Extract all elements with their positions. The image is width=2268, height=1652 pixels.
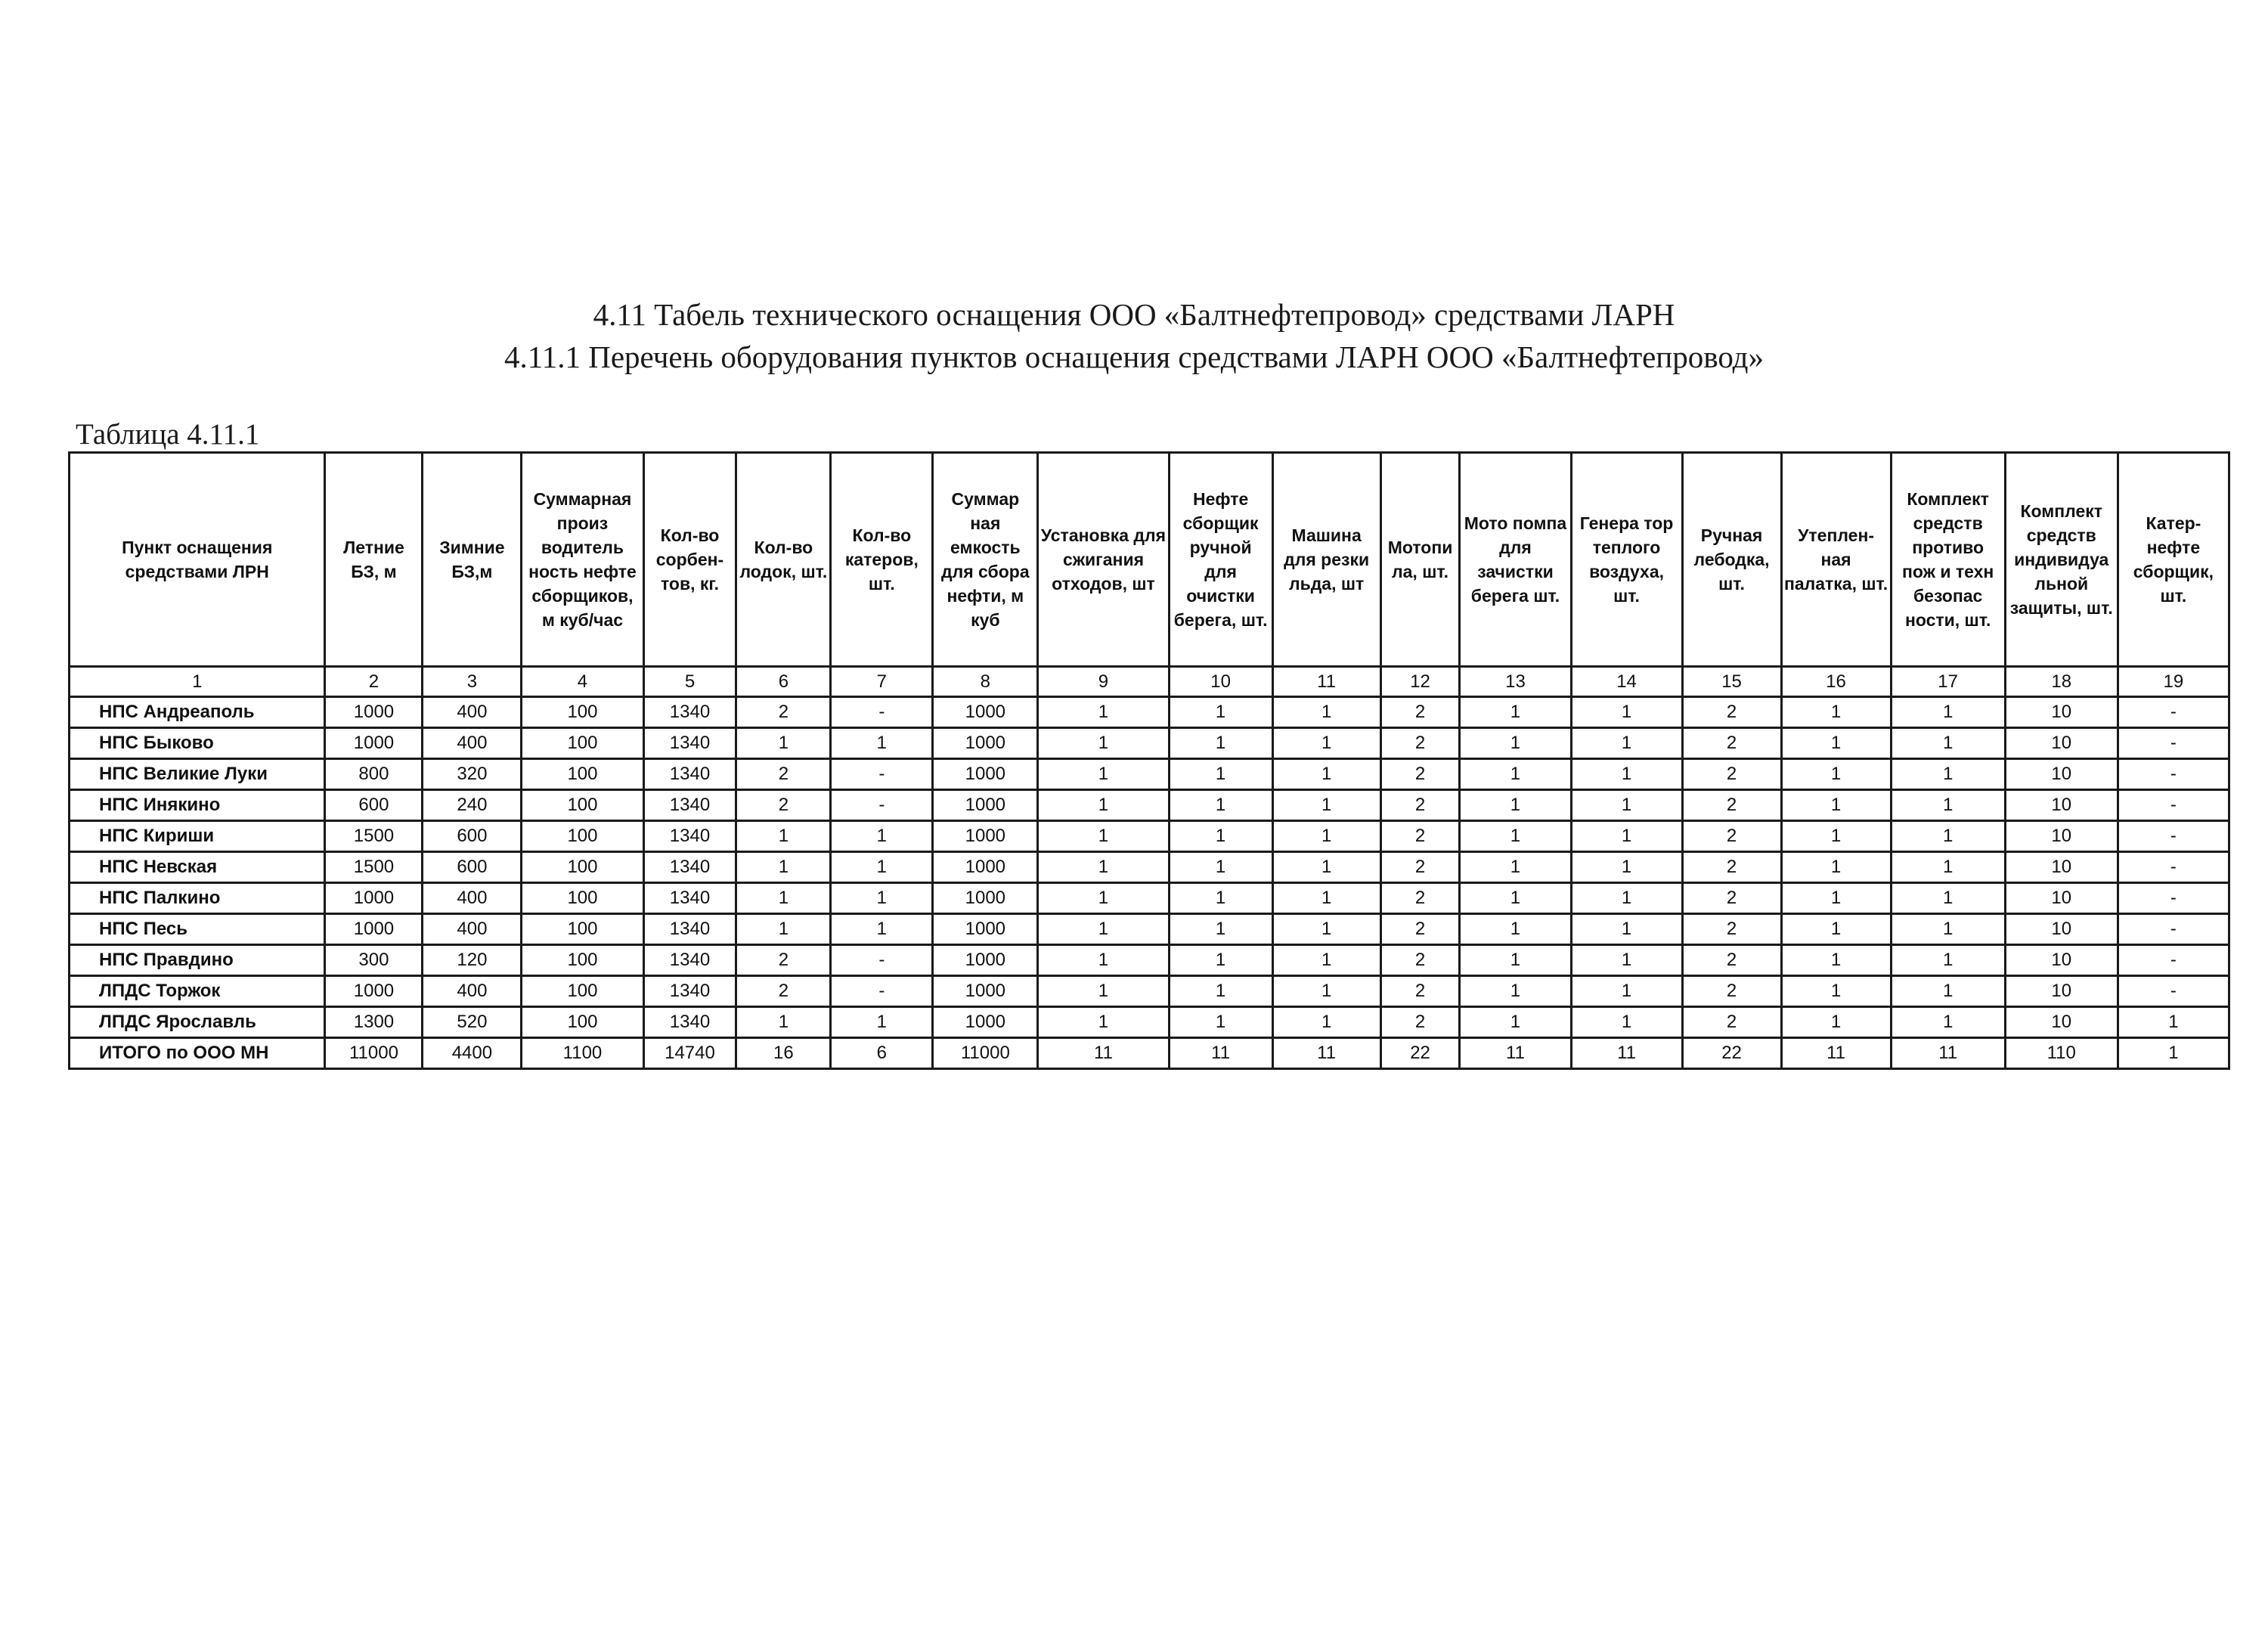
table-cell: 2 xyxy=(1682,1007,1781,1038)
table-cell: 1 xyxy=(1781,945,1891,976)
column-header-7: Кол-во катеров, шт. xyxy=(831,453,933,667)
table-cell: 1 xyxy=(1891,821,2005,852)
table-cell: 1 xyxy=(1891,1007,2005,1038)
equipment-table xyxy=(68,451,2230,1070)
table-cell: 1000 xyxy=(325,914,423,945)
table-cell: 1 xyxy=(1571,821,1682,852)
column-header-17: Комплект средств противо пож и техн безопас ности, шт. xyxy=(1891,453,2005,667)
station-name-cell: ЛПДС Ярославль xyxy=(70,1007,325,1038)
station-name-cell: ЛПДС Торжок xyxy=(70,976,325,1007)
table-cell: 1 xyxy=(1460,697,1571,728)
table-cell: 1 xyxy=(1169,728,1272,759)
table-cell: 1000 xyxy=(325,883,423,914)
table-cell: 2 xyxy=(1682,945,1781,976)
table-cell: 1 xyxy=(1891,883,2005,914)
column-number-row xyxy=(70,667,2229,697)
table-cell: 1340 xyxy=(643,976,736,1007)
table-cell: 100 xyxy=(522,976,643,1007)
table-cell: 1 xyxy=(831,883,933,914)
column-number: 9 xyxy=(1038,667,1169,697)
table-cell: 1 xyxy=(1272,883,1380,914)
table-row xyxy=(70,914,2229,945)
table-cell: 16 xyxy=(736,1038,831,1069)
table-cell: - xyxy=(2118,914,2229,945)
column-header-5: Кол-во сорбен-тов, кг. xyxy=(643,453,736,667)
column-number: 16 xyxy=(1781,667,1891,697)
column-header-6: Кол-во лодок, шт. xyxy=(736,453,831,667)
table-cell: 2 xyxy=(1380,821,1460,852)
table-cell: - xyxy=(831,790,933,821)
table-cell: 1 xyxy=(1460,883,1571,914)
table-cell: 1 xyxy=(1571,790,1682,821)
table-cell: 1 xyxy=(2118,1038,2229,1069)
table-cell: 1340 xyxy=(643,759,736,790)
station-name-cell: НПС Быково xyxy=(70,728,325,759)
table-cell: 1 xyxy=(1038,1007,1169,1038)
table-row xyxy=(70,759,2229,790)
table-cell: 2 xyxy=(1682,852,1781,883)
table-cell: 2 xyxy=(1380,728,1460,759)
table-cell: 2 xyxy=(1380,883,1460,914)
table-cell: 1100 xyxy=(522,1038,643,1069)
table-cell: 1 xyxy=(1781,728,1891,759)
table-cell: 2 xyxy=(1682,914,1781,945)
table-cell: - xyxy=(2118,790,2229,821)
table-cell: 1 xyxy=(1169,821,1272,852)
table-cell: 14740 xyxy=(643,1038,736,1069)
station-name-cell: НПС Инякино xyxy=(70,790,325,821)
table-cell: 100 xyxy=(522,821,643,852)
table-cell: 1 xyxy=(1571,728,1682,759)
table-cell: 1 xyxy=(1781,1007,1891,1038)
table-cell: 1300 xyxy=(325,1007,423,1038)
column-header-18: Комплект средств индивидуа льной защиты, шт. xyxy=(2005,453,2118,667)
table-cell: 11 xyxy=(1169,1038,1272,1069)
table-cell: 2 xyxy=(1380,914,1460,945)
table-cell: 1 xyxy=(1038,697,1169,728)
station-name-cell: ИТОГО по ООО МН xyxy=(70,1038,325,1069)
table-cell: 1000 xyxy=(933,914,1038,945)
table-cell: 1 xyxy=(1781,790,1891,821)
table-cell: 1 xyxy=(1781,976,1891,1007)
table-cell: 1 xyxy=(1571,852,1682,883)
table-cell: 1 xyxy=(1891,728,2005,759)
table-cell: 520 xyxy=(423,1007,522,1038)
table-cell: 1340 xyxy=(643,821,736,852)
table-cell: - xyxy=(2118,697,2229,728)
column-number: 2 xyxy=(325,667,423,697)
table-cell: 2 xyxy=(736,790,831,821)
table-cell: 10 xyxy=(2005,759,2118,790)
column-header-9: Установка для сжигания отходов, шт xyxy=(1038,453,1169,667)
table-cell: 1 xyxy=(1460,852,1571,883)
table-cell: 2 xyxy=(1380,976,1460,1007)
station-name-cell: НПС Песь xyxy=(70,914,325,945)
table-cell: 2 xyxy=(1380,1007,1460,1038)
table-row xyxy=(70,945,2229,976)
table-cell: 1 xyxy=(831,914,933,945)
table-cell: 1 xyxy=(1169,883,1272,914)
station-name-cell: НПС Андреаполь xyxy=(70,697,325,728)
table-cell: 1000 xyxy=(933,852,1038,883)
table-cell: 2 xyxy=(1682,883,1781,914)
table-cell: - xyxy=(831,945,933,976)
table-cell: 1000 xyxy=(933,697,1038,728)
table-cell: 1000 xyxy=(933,790,1038,821)
table-cell: 1000 xyxy=(325,697,423,728)
table-cell: 2 xyxy=(1682,759,1781,790)
table-cell: 1 xyxy=(1272,976,1380,1007)
table-cell: 2 xyxy=(1380,852,1460,883)
station-name-cell: НПС Невская xyxy=(70,852,325,883)
table-cell: 1 xyxy=(1460,976,1571,1007)
table-cell: 1 xyxy=(1038,852,1169,883)
table-cell: 1500 xyxy=(325,852,423,883)
table-cell: 1 xyxy=(831,728,933,759)
table-cell: 1 xyxy=(1272,821,1380,852)
table-cell: 11 xyxy=(1891,1038,2005,1069)
table-cell: 4400 xyxy=(423,1038,522,1069)
table-cell: - xyxy=(2118,945,2229,976)
table-cell: 2 xyxy=(1682,821,1781,852)
table-cell: 600 xyxy=(325,790,423,821)
table-cell: 1 xyxy=(1460,821,1571,852)
column-header-13: Мото помпа для зачистки берега шт. xyxy=(1460,453,1571,667)
table-cell: 1 xyxy=(1891,790,2005,821)
table-cell: 1 xyxy=(736,728,831,759)
table-cell: 1 xyxy=(1571,697,1682,728)
table-cell: 1 xyxy=(831,821,933,852)
table-cell: 400 xyxy=(423,914,522,945)
table-cell: 120 xyxy=(423,945,522,976)
column-number: 8 xyxy=(933,667,1038,697)
station-name-cell: НПС Кириши xyxy=(70,821,325,852)
table-cell: 100 xyxy=(522,759,643,790)
document-heading xyxy=(0,293,2268,378)
table-cell: 11 xyxy=(1272,1038,1380,1069)
table-cell: 1 xyxy=(1038,945,1169,976)
table-cell: 1 xyxy=(1038,976,1169,1007)
table-body xyxy=(70,667,2229,1069)
table-cell: 1340 xyxy=(643,945,736,976)
table-cell: 1 xyxy=(736,852,831,883)
table-cell: 1 xyxy=(1891,945,2005,976)
title-line-1: 4.11 Табель технического оснащения ООО «Балтнефтепровод» средствами ЛАРН xyxy=(593,297,1675,332)
column-number: 1 xyxy=(70,667,325,697)
table-cell: 10 xyxy=(2005,697,2118,728)
station-name-cell: НПС Великие Луки xyxy=(70,759,325,790)
table-cell: 1 xyxy=(1038,728,1169,759)
table-cell: 400 xyxy=(423,697,522,728)
table-cell: 1 xyxy=(1781,759,1891,790)
table-cell: 10 xyxy=(2005,976,2118,1007)
table-cell: 1 xyxy=(1460,759,1571,790)
table-cell: 1340 xyxy=(643,883,736,914)
column-header-4: Суммарная произ водитель ность нефте сборщиков, м куб/час xyxy=(522,453,643,667)
table-cell: 1 xyxy=(1891,914,2005,945)
column-number: 10 xyxy=(1169,667,1272,697)
table-cell: 1 xyxy=(1571,945,1682,976)
table-cell: 1 xyxy=(1272,697,1380,728)
column-number: 7 xyxy=(831,667,933,697)
table-cell: 2 xyxy=(736,697,831,728)
table-cell: 1340 xyxy=(643,1007,736,1038)
column-header-16: Утеплен-ная палатка, шт. xyxy=(1781,453,1891,667)
table-cell: 1 xyxy=(1169,976,1272,1007)
total-row xyxy=(70,1038,2229,1069)
table-cell: 2 xyxy=(736,976,831,1007)
table-cell: 400 xyxy=(423,883,522,914)
table-cell: 2 xyxy=(1380,759,1460,790)
table-cell: 11 xyxy=(1038,1038,1169,1069)
table-cell: 1 xyxy=(1169,1007,1272,1038)
table-cell: 1 xyxy=(1891,697,2005,728)
table-cell: 2 xyxy=(1682,790,1781,821)
table-cell: 1000 xyxy=(325,728,423,759)
table-cell: 400 xyxy=(423,976,522,1007)
table-cell: 1000 xyxy=(933,1007,1038,1038)
table-cell: 1 xyxy=(1038,790,1169,821)
table-cell: 2 xyxy=(1380,790,1460,821)
table-cell: 2 xyxy=(1682,976,1781,1007)
table-row xyxy=(70,697,2229,728)
table-cell: 100 xyxy=(522,1007,643,1038)
table-cell: 2 xyxy=(1380,945,1460,976)
table-cell: 1 xyxy=(736,821,831,852)
table-row xyxy=(70,728,2229,759)
table-cell: 1 xyxy=(1571,976,1682,1007)
table-cell: 10 xyxy=(2005,914,2118,945)
column-header-3: Зимние БЗ,м xyxy=(423,453,522,667)
table-cell: 1 xyxy=(736,1007,831,1038)
table-row xyxy=(70,1007,2229,1038)
column-number: 13 xyxy=(1460,667,1571,697)
column-number: 12 xyxy=(1380,667,1460,697)
table-row xyxy=(70,790,2229,821)
table-cell: 110 xyxy=(2005,1038,2118,1069)
table-cell: 300 xyxy=(325,945,423,976)
table-cell: 6 xyxy=(831,1038,933,1069)
table-cell: 1 xyxy=(736,914,831,945)
table-cell: - xyxy=(2118,728,2229,759)
column-header-2: Летние БЗ, м xyxy=(325,453,423,667)
table-cell: 11 xyxy=(1571,1038,1682,1069)
table-cell: 11000 xyxy=(933,1038,1038,1069)
table-cell: 1 xyxy=(1038,914,1169,945)
table-cell: 1000 xyxy=(933,759,1038,790)
column-header-14: Генера тор теплого воздуха, шт. xyxy=(1571,453,1682,667)
table-cell: 1 xyxy=(1272,945,1380,976)
table-cell: 1 xyxy=(1272,852,1380,883)
table-cell: 1340 xyxy=(643,697,736,728)
table-cell: 100 xyxy=(522,883,643,914)
table-cell: 1 xyxy=(1781,697,1891,728)
table-cell: 1340 xyxy=(643,728,736,759)
table-cell: 1 xyxy=(1781,914,1891,945)
column-number: 5 xyxy=(643,667,736,697)
table-cell: 10 xyxy=(2005,945,2118,976)
table-cell: 1 xyxy=(1571,914,1682,945)
table-cell: 1000 xyxy=(933,976,1038,1007)
header-row xyxy=(70,453,2229,667)
table-cell: 10 xyxy=(2005,821,2118,852)
column-header-8: Суммар ная емкость для сбора нефти, м куб xyxy=(933,453,1038,667)
table-cell: 22 xyxy=(1682,1038,1781,1069)
table-cell: 400 xyxy=(423,728,522,759)
table-cell: - xyxy=(2118,976,2229,1007)
table-cell: 1 xyxy=(736,883,831,914)
table-cell: 1 xyxy=(1272,914,1380,945)
table-cell: 1 xyxy=(1169,790,1272,821)
column-number: 18 xyxy=(2005,667,2118,697)
table-cell: 1 xyxy=(1460,1007,1571,1038)
table-cell: 2 xyxy=(1380,697,1460,728)
column-number: 15 xyxy=(1682,667,1781,697)
table-cell: 1000 xyxy=(325,976,423,1007)
table-row xyxy=(70,852,2229,883)
station-name-cell: НПС Палкино xyxy=(70,883,325,914)
column-header-12: Мотопи ла, шт. xyxy=(1380,453,1460,667)
table-cell: 1 xyxy=(1891,852,2005,883)
table-cell: 1 xyxy=(1460,728,1571,759)
table-cell: - xyxy=(831,759,933,790)
table-cell: 1 xyxy=(1460,945,1571,976)
table-cell: 1 xyxy=(1169,914,1272,945)
column-number: 19 xyxy=(2118,667,2229,697)
table-cell: - xyxy=(2118,883,2229,914)
table-cell: 1 xyxy=(1169,697,1272,728)
table-cell: 1500 xyxy=(325,821,423,852)
table-cell: 2 xyxy=(736,759,831,790)
table-row xyxy=(70,976,2229,1007)
table-cell: - xyxy=(2118,852,2229,883)
table-cell: 11 xyxy=(1460,1038,1571,1069)
table-cell: 600 xyxy=(423,821,522,852)
table-cell: 1000 xyxy=(933,945,1038,976)
table-cell: 1 xyxy=(1038,821,1169,852)
table-cell: 2 xyxy=(1682,728,1781,759)
table-cell: 10 xyxy=(2005,728,2118,759)
table-cell: 1 xyxy=(1272,759,1380,790)
table-cell: 320 xyxy=(423,759,522,790)
table-cell: 1 xyxy=(1272,790,1380,821)
table-cell: 1 xyxy=(1781,883,1891,914)
table-cell: 1340 xyxy=(643,914,736,945)
table-cell: 1 xyxy=(1571,883,1682,914)
table-cell: 1 xyxy=(831,852,933,883)
table-cell: 1000 xyxy=(933,821,1038,852)
column-header-11: Машина для резки льда, шт xyxy=(1272,453,1380,667)
table-cell: 1 xyxy=(1169,852,1272,883)
table-cell: 1340 xyxy=(643,852,736,883)
table-cell: 2 xyxy=(1682,697,1781,728)
table-cell: 11000 xyxy=(325,1038,423,1069)
table-cell: 2 xyxy=(736,945,831,976)
table-cell: 1 xyxy=(1169,945,1272,976)
table-cell: 10 xyxy=(2005,790,2118,821)
column-number: 4 xyxy=(522,667,643,697)
table-row xyxy=(70,883,2229,914)
table-cell: 10 xyxy=(2005,852,2118,883)
table-cell: 100 xyxy=(522,945,643,976)
table-cell: 22 xyxy=(1380,1038,1460,1069)
table-cell: 1000 xyxy=(933,883,1038,914)
table-cell: 1 xyxy=(1571,759,1682,790)
column-number: 6 xyxy=(736,667,831,697)
column-number: 17 xyxy=(1891,667,2005,697)
table-cell: 1 xyxy=(1169,759,1272,790)
table-cell: 100 xyxy=(522,728,643,759)
table-cell: 600 xyxy=(423,852,522,883)
table-cell: 1 xyxy=(1272,728,1380,759)
table-cell: 1 xyxy=(2118,1007,2229,1038)
table-cell: 1 xyxy=(831,1007,933,1038)
table-cell: 1 xyxy=(1781,852,1891,883)
column-header-15: Ручная лебодка, шт. xyxy=(1682,453,1781,667)
table-cell: 240 xyxy=(423,790,522,821)
table-row xyxy=(70,821,2229,852)
table-cell: 800 xyxy=(325,759,423,790)
table-cell: 1 xyxy=(1038,759,1169,790)
table-cell: 1 xyxy=(1460,914,1571,945)
table-cell: 100 xyxy=(522,697,643,728)
table-cell: 1 xyxy=(1891,759,2005,790)
table-cell: 1340 xyxy=(643,790,736,821)
table-caption: Таблица 4.11.1 xyxy=(76,418,260,451)
table-cell: 1 xyxy=(1460,790,1571,821)
table-cell: 10 xyxy=(2005,883,2118,914)
column-number: 14 xyxy=(1571,667,1682,697)
table-cell: 1 xyxy=(1038,883,1169,914)
table-cell: 1 xyxy=(1571,1007,1682,1038)
table-cell: 1000 xyxy=(933,728,1038,759)
table-cell: 100 xyxy=(522,790,643,821)
table-cell: - xyxy=(831,697,933,728)
column-number: 11 xyxy=(1272,667,1380,697)
table-cell: 1 xyxy=(1891,976,2005,1007)
table-cell: - xyxy=(2118,821,2229,852)
station-name-cell: НПС Правдино xyxy=(70,945,325,976)
title-line-2: 4.11.1 Перечень оборудования пунктов оснащения средствами ЛАРН ООО «Балтнефтепровод» xyxy=(503,339,1765,374)
column-header-10: Нефте сборщик ручной для очистки берега, шт. xyxy=(1169,453,1272,667)
table-cell: - xyxy=(2118,759,2229,790)
table-cell: 100 xyxy=(522,852,643,883)
column-number: 3 xyxy=(423,667,522,697)
table-cell: 1 xyxy=(1272,1007,1380,1038)
table-cell: 100 xyxy=(522,914,643,945)
table-cell: 1 xyxy=(1781,821,1891,852)
table-cell: 11 xyxy=(1781,1038,1891,1069)
table-cell: - xyxy=(831,976,933,1007)
table-cell: 10 xyxy=(2005,1007,2118,1038)
column-header-19: Катер-нефте сборщик, шт. xyxy=(2118,453,2229,667)
column-header-1: Пункт оснащения средствами ЛРН xyxy=(70,453,325,667)
